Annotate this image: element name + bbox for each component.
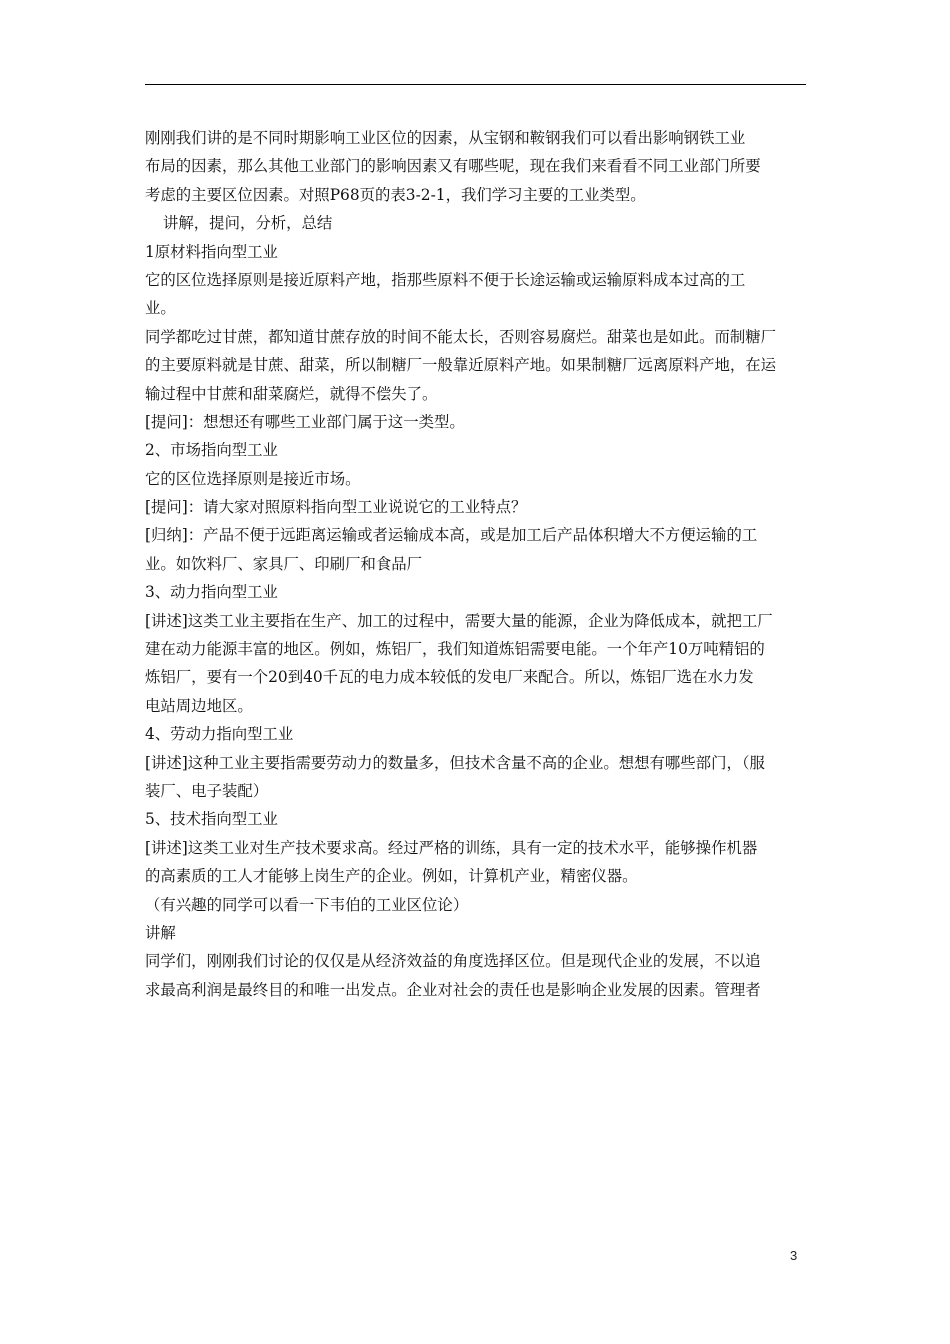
section-heading: 2、市场指向型工业: [145, 441, 278, 460]
paragraph-line: 业。如饮料厂、家具厂、印刷厂和食品厂: [145, 554, 423, 573]
paragraph-line: 它的区位选择原则是接近市场。: [145, 469, 361, 488]
paragraph-line: [讲述]这类工业主要指在生产、加工的过程中，需要大量的能源，企业为降低成本，就把工厂: [145, 611, 773, 630]
section-heading: 3、动力指向型工业: [145, 583, 278, 602]
paragraph-line: 讲解: [145, 923, 176, 942]
paragraph-line: 的高素质的工人才能够上岗生产的企业。例如，计算机产业，精密仪器。: [145, 867, 638, 886]
header-rule: [145, 84, 806, 85]
paragraph-line: 同学都吃过甘蔗，都知道甘蔗存放的时间不能太长，否则容易腐烂。甜菜也是如此。而制糖厂: [145, 327, 777, 346]
section-heading: 5、技术指向型工业: [145, 810, 278, 829]
paragraph-line: 刚刚我们讲的是不同时期影响工业区位的因素，从宝钢和鞍钢我们可以看出影响钢铁工业: [145, 129, 746, 147]
page-number: 3: [790, 1248, 798, 1263]
paragraph-line: 它的区位选择原则是接近原料产地，指那些原料不便于长途运输或运输原料成本过高的工: [145, 270, 746, 289]
paragraph-line: 讲解，提问，分析，总结: [163, 214, 333, 233]
paragraph-line: 考虑的主要区位因素。对照P68页的表3-2-1，我们学习主要的工业类型。: [145, 185, 646, 204]
paragraph-line: （有兴趣的同学可以看一下韦伯的工业区位论）: [145, 895, 469, 914]
body-text: [145, 124, 809, 1004]
section-heading: 4、劳动力指向型工业: [145, 725, 294, 744]
paragraph-line: [归纳]：产品不便于远距离运输或者运输成本高，或是加工后产品体积增大不方便运输的工: [145, 526, 758, 545]
paragraph-line: [讲述]这类工业对生产技术要求高。经过严格的训练，具有一定的技术水平，能够操作机器: [145, 838, 758, 857]
paragraph-line: [讲述]这种工业主要指需要劳动力的数量多，但技术含量不高的企业。想想有哪些部门，（服: [145, 753, 765, 772]
paragraph-line: [提问]：想想还有哪些工业部门属于这一类型。: [145, 412, 465, 431]
paragraph-line: 炼铝厂，要有一个20到40千瓦的电力成本较低的发电厂来配合。所以，炼铝厂选在水力发: [145, 668, 754, 687]
paragraph-line: 的主要原料就是甘蔗、甜菜，所以制糖厂一般靠近原料产地。如果制糖厂远离原料产地，在运: [145, 356, 777, 375]
paragraph-line: 求最高利润是最终目的和唯一出发点。企业对社会的责任也是影响企业发展的因素。管理者: [145, 980, 761, 999]
paragraph-line: 布局的因素，那么其他工业部门的影响因素又有哪些呢，现在我们来看看不同工业部门所要: [145, 157, 761, 176]
paragraph-line: [提问]：请大家对照原料指向型工业说说它的工业特点？: [145, 498, 527, 517]
paragraph-line: 装厂、电子装配）: [145, 781, 269, 800]
paragraph-line: 建在动力能源丰富的地区。例如，炼铝厂，我们知道炼铝需要电能。一个年产10万吨精铝的: [145, 640, 765, 659]
section-heading: 1原材料指向型工业: [145, 242, 278, 261]
paragraph-line: 输过程中甘蔗和甜菜腐烂，就得不偿失了。: [145, 384, 438, 403]
paragraph-line: 业。: [145, 299, 176, 318]
paragraph-line: 同学们，刚刚我们讨论的仅仅是从经济效益的角度选择区位。但是现代企业的发展，不以追: [145, 952, 761, 971]
paragraph-line: 电站周边地区。: [145, 696, 253, 715]
